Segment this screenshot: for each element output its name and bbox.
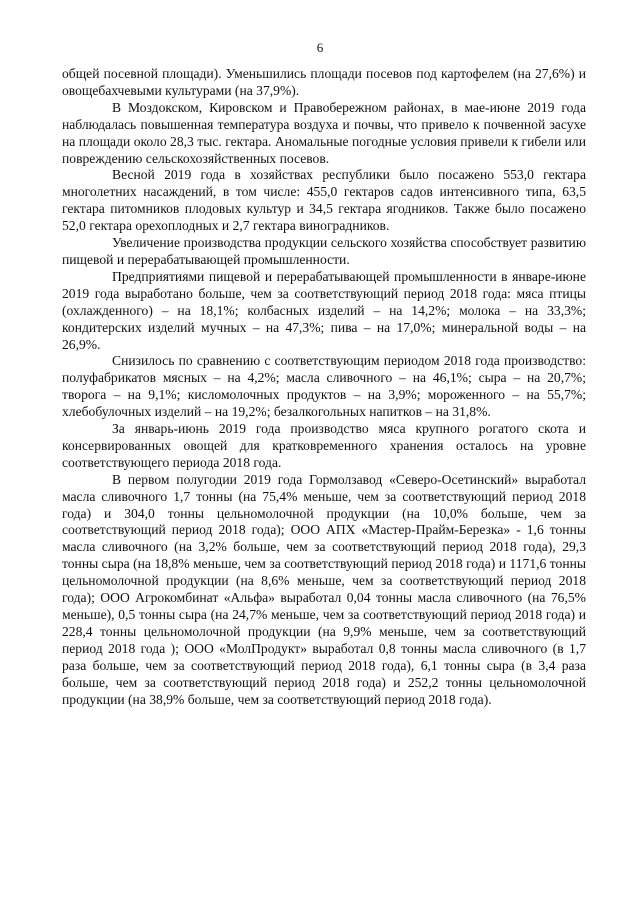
paragraph-drought: В Моздокском, Кировском и Правобережном районах, в мае-июне 2019 года наблюдалась повышенная температура воздуха и почвы, что привело к почвенной засухе на площади около 28,3 тыс. гектара. Аномальные погодные условия привели к гибели или повреждению сельскохозяйственных посевов.: [62, 99, 586, 166]
page-number: 6: [316, 40, 324, 55]
paragraph-sown-area-continuation: общей посевной площади). Уменьшились площади посевов под картофелем (на 27,6%) и овощебахчевыми культурами (на 37,9%).: [62, 66, 586, 98]
paragraph-production-decrease: Снизилось по сравнению с соответствующим периодом 2018 года производство: полуфабрикатов мясных – на 4,2%; масла сливочного – на 46,1%; сыра – на 20,7%; творога – на 9,1%; кисломолочных продуктов – на 3,9%; мороженного – на 55,7%; хлебобулочных изделий – на 19,2%; безалкогольных напитков – на 31,8%.: [62, 353, 586, 420]
paragraph-production-increase: Предприятиями пищевой и перерабатывающей промышленности в январе-июне 2019 года выработано больше, чем за соответствующий период 2018 года: мяса птицы (охлажденного) – на 18,1%; колбасных изделий – на 14,2%; молока – на 33,3%; кондитерских изделий мучных – на 47,3%; пива – на 17,0%; минеральной воды – на 26,9%.: [62, 268, 586, 352]
paragraph-dairy-enterprises: В первом полугодии 2019 года Гормолзавод «Северо-Осетинский» выработал масла сливочного 1,7 тонны (на 75,4% меньше, чем за соответствующий период 2018 года) и 304,0 тонны цельномолочной продукции (на 10,0% больше, чем за соответствующий период 2018 года); ООО АПХ «Мастер-Прайм-Березка» - 1,6 тонны масла сливочного (на 3,2% больше, чем за соответствующий период 2018 года), 29,3 тонны сыра (на 18,8% меньше, чем за соответствующий период 2018 года) и 1171,6 тонны цельномолочной продукции (на 8,6% меньше, чем за соответствующий период 2018 года); ООО Агрокомбинат «Альфа» выработал 0,04 тонны масла сливочного (на 76,5% меньше), 0,5 тонны сыра (на 24,7% меньше, чем за соответствующий период 2018 года) и 228,4 тонны цельномолочной продукции (на 9,9% меньше, чем за соответствующий период 2018 года ); ООО «МолПродукт» выработал 0,8 тонны масла сливочного (в 1,7 раза больше, чем за соответствующий период 2018 года), 6,1 тонны сыра (в 3,4 раза больше, чем за соответствующий период 2018 года) и 252,2 тонны цельномолочной продукции (на 38,9% больше, чем за соответствующий период 2018 года).: [62, 471, 586, 707]
paragraph-perennial-plantings: Весной 2019 года в хозяйствах республики было посажено 553,0 гектара многолетних насаждений, в том числе: 455,0 гектаров садов интенсивного типа, 63,5 гектара питомников плодовых культур и 34,5 гектара ягодников. Также было посажено 52,0 гектара орехоплодных и 2,7 гектара виноградников.: [62, 167, 586, 234]
document-body: [62, 66, 586, 708]
paragraph-food-industry-intro: Увеличение производства продукции сельского хозяйства способствует развитию пищевой и перерабатывающей промышленности.: [62, 235, 586, 267]
paragraph-production-stable: За январь-июнь 2019 года производство мяса крупного рогатого скота и консервированных овощей для кратковременного хранения осталось на уровне соответствующего периода 2018 года.: [62, 421, 586, 470]
